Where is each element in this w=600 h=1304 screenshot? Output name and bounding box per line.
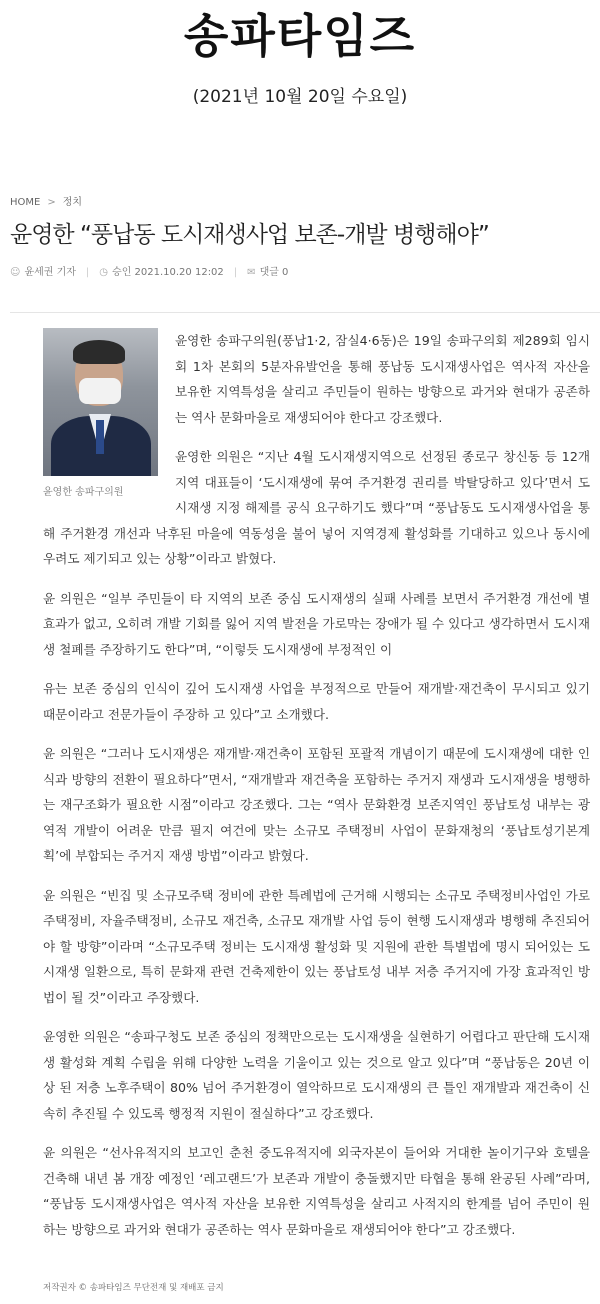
paragraph: 윤 의원은 “일부 주민들이 타 지역의 보존 중심 도시재생의 실패 사례를 보면서 주거환경 개선에 별 효과가 없고, 오히려 개발 기회를 잃어 지역 발전을 가로막는 장애가 될 수 있다고 생각하면서 도시재생 철폐를 주장하기도 한다”며, “이렇듯 도시재생에 부정적인 이 <box>43 590 590 657</box>
comment-count[interactable]: 댓글 0 <box>259 267 289 278</box>
chevron-right-icon: > <box>47 197 56 208</box>
header-divider <box>10 312 600 313</box>
masthead-logo: 송파타임즈 <box>183 9 417 63</box>
paragraph: 윤영한 의원은 “지난 4월 도시재생지역으로 선정된 종로구 창신동 등 12개 지역 대표들이 ‘도시재생에 묶여 주거환경 권리를 박탈당하고 있다’면서 도시재생 지정 해제를 공식 요구하기도 했다”며 “풍납동도 도시재생사업을 통해 주거환경 개선과 낙후된 마을에 역동성을 불어 넣어 지역경제 활성화를 기대하고 있으나 동시에 우려도 제기되고 있는 상황”이라고 밝혔다. <box>43 449 590 566</box>
paragraph: 윤 의원은 “선사유적지의 보고인 춘천 중도유적지에 외국자본이 들어와 거대한 놀이기구와 호텔을 건축해 내년 봄 개장 예정인 ‘레고랜드’가 보존과 개발이 충돌했지만 타협을 통해 완공된 사례”라며, “풍납동 도시재생사업은 역사적 자산을 보유한 지역특성을 살리고 사적지의 한계를 넘어 주민이 원하는 방향으로 과거와 현대가 공존하는 역사 문화마을로 재생되어야 한다”고 강조했다. <box>43 1145 590 1237</box>
divider: | <box>233 267 238 278</box>
paragraph: 유는 보존 중심의 인식이 깊어 도시재생 사업을 부정적으로 만들어 재개발·재건축이 무시되고 있기 때문이라고 전문가들이 주장하 고 있다”고 소개했다. <box>43 681 590 722</box>
divider: | <box>85 267 90 278</box>
photo-caption: 윤영한 송파구의원 <box>43 487 124 498</box>
author: 윤세권 기자 <box>24 267 76 278</box>
issue-date: (2021년 10월 20일 수요일) <box>192 87 408 107</box>
article-title: 윤영한 “풍납동 도시재생사업 보존-개발 병행해야” <box>10 222 489 248</box>
breadcrumb-section[interactable]: 정치 <box>62 197 83 208</box>
clock-icon: ◷ <box>99 267 109 278</box>
photo-image <box>43 328 158 476</box>
breadcrumb <box>10 196 600 210</box>
paragraph: 윤영한 송파구의원(풍납1·2, 잠실4·6동)은 19일 송파구의회 제289회 임시회 1차 본회의 5분자유발언을 통해 풍납동 도시재생사업은 역사적 자산을 보유한 지역특성을 살리고 주민들이 원하는 방향으로 과거와 현대가 공존하는 역사 문화마을로 재생되어야 한다고 강조했다. <box>175 333 590 425</box>
paragraph: 윤 의원은 “그러나 도시재생은 재개발·재건축이 포함된 포괄적 개념이기 때문에 도시재생에 대한 인식과 방향의 전환이 필요하다”면서, “재개발과 재건축을 포함하는 주거지 재생과 도시재생을 병행하는 재구조화가 필요한 시점”이라고 강조했다. 그는 “역사 문화환경 보존지역인 풍납토성 내부는 광역적 개발이 어려운 만큼 필지 여건에 맞는 소규모 주택정비 사업이 문화재청의 ‘풍납토성기본계획’에 부합되는 주거지 재생 방법”이라고 밝혔다. <box>43 746 590 863</box>
approved-date: 승인 2021.10.20 12:02 <box>112 267 224 278</box>
paragraph: 윤 의원은 “빈집 및 소규모주택 정비에 관한 특례법에 근거해 시행되는 소규모 주택정비사업인 가로주택정비, 자율주택정비, 소규모 재건축, 소규모 재개발 사업 등이 현행 도시재생과 병행해 추진되어야 할 방향”이라며 “소규모주택 정비는 도시재생 활성화 및 지원에 관한 특별법에 명시 되어있는 도시재생 일환으로, 특히 문화재 관련 건축제한이 있는 풍납토성 내부 저층 주거지에 가장 효과적인 방법이 될 것”이라고 주장했다. <box>43 887 590 1005</box>
user-icon: ☺ <box>10 267 21 278</box>
copyright-notice: 저작권자 © 송파타임즈 무단전재 및 재배포 금지 <box>43 1283 224 1293</box>
paragraph: 윤영한 의원은 “송파구청도 보존 중심의 정책만으로는 도시재생을 실현하기 어렵다고 판단해 도시재생 활성화 계획 수립을 위해 다양한 노력을 기울이고 있는 것으로 알고 있다”며 “풍납동은 20년 이상 된 저층 노후주택이 80% 넘어 주거환경이 열악하므로 도시재생의 큰 틀인 재개발과 재건축이 신속히 추진될 수 있도록 행정적 지원이 절실하다”고 강조했다. <box>43 1029 590 1121</box>
article-body <box>43 328 590 1242</box>
breadcrumb-home[interactable]: HOME <box>10 197 41 208</box>
article-meta <box>10 266 600 280</box>
article-photo <box>43 328 161 500</box>
comment-icon: ✉ <box>247 267 256 278</box>
